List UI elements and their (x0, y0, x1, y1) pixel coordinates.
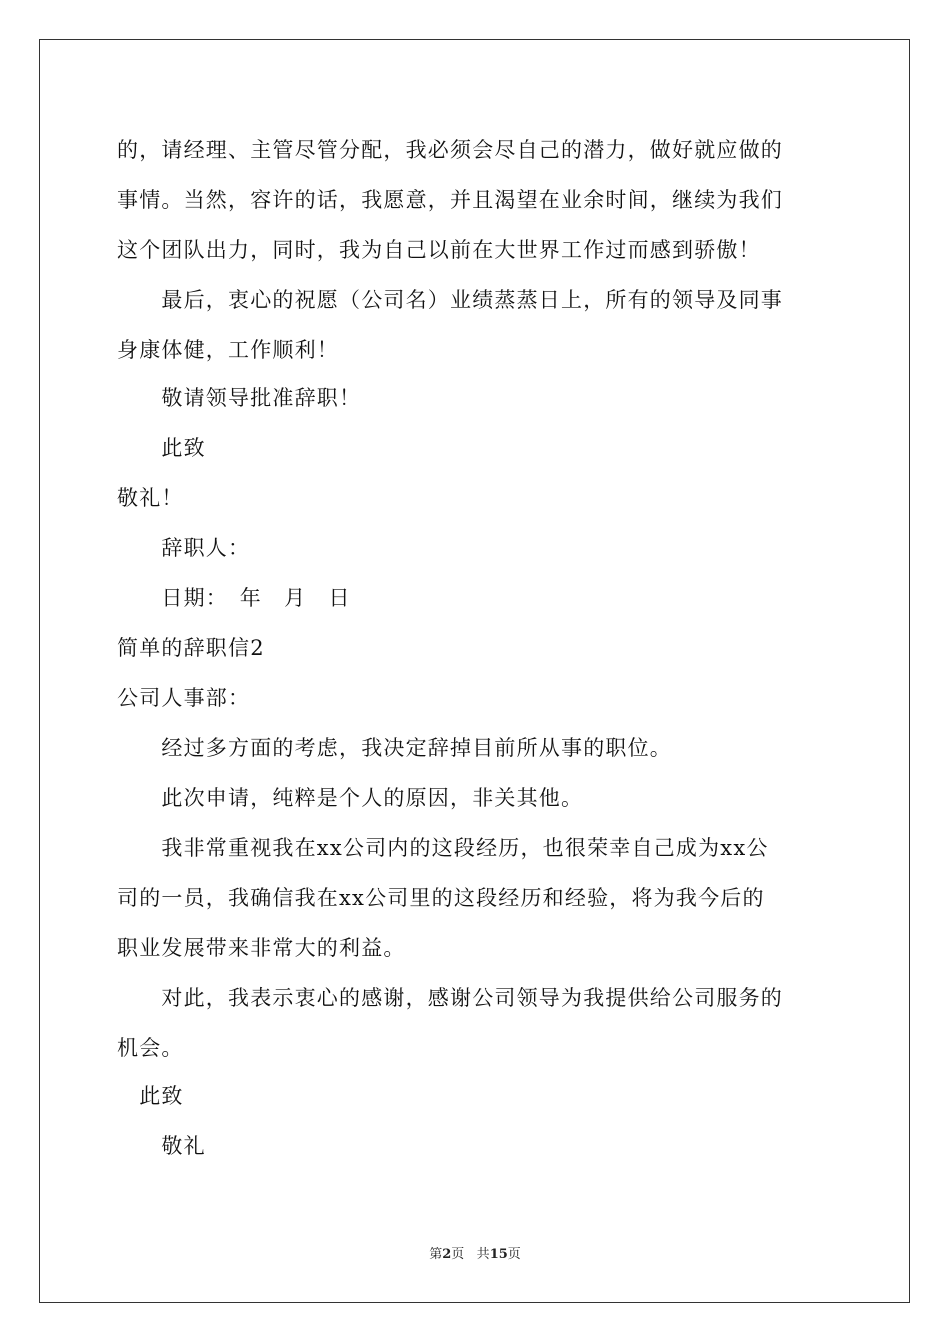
total-suffix: 页 (507, 1247, 521, 1262)
section-title: 简单的辞职信2 (117, 636, 265, 660)
text-line: 司的一员，我确信我在xx公司里的这段经历和经验，将为我今后的 (117, 886, 765, 910)
text-line: 的，请经理、主管尽管分配，我必须会尽自己的潜力，做好就应做的 (117, 138, 783, 162)
signature-line: 辞职人： (117, 536, 251, 560)
date-line: 日期： 年 月 日 (117, 586, 351, 610)
text-line: 对此，我表示衷心的感谢，感谢公司领导为我提供给公司服务的 (117, 986, 783, 1010)
closing-line: 此致 (117, 1084, 184, 1108)
closing-line: 此致 (117, 436, 206, 460)
text-line: 机会。 (117, 1036, 184, 1060)
page-suffix: 页 (451, 1247, 465, 1262)
text-line: 此次申请，纯粹是个人的原因，非关其他。 (117, 786, 584, 810)
text-line: 事情。当然，容许的话，我愿意，并且渴望在业余时间，继续为我们 (117, 188, 783, 212)
text-line: 身康体健，工作顺利！ (117, 338, 339, 362)
text-line: 这个团队出力，同时，我为自己以前在大世界工作过而感到骄傲！ (117, 238, 761, 262)
total-pages: 15 (489, 1247, 508, 1262)
page-border (39, 39, 910, 1303)
salutation-line: 敬礼！ (117, 486, 184, 510)
salutation-line: 敬礼 (117, 1134, 206, 1158)
total-prefix: 共 (476, 1247, 490, 1262)
text-line: 敬请领导批准辞职！ (117, 386, 362, 410)
text-line: 我非常重视我在xx公司内的这段经历，也很荣幸自己成为xx公 (117, 836, 769, 860)
recipient-line: 公司人事部： (117, 686, 251, 710)
text-line: 经过多方面的考虑，我决定辞掉目前所从事的职位。 (117, 736, 672, 760)
text-line: 职业发展带来非常大的利益。 (117, 936, 406, 960)
text-line: 最后，衷心的祝愿（公司名）业绩蒸蒸日上，所有的领导及同事 (117, 288, 783, 312)
page-number: 2 (442, 1247, 452, 1262)
page-prefix: 第 (429, 1247, 443, 1262)
page-footer (0, 1246, 950, 1264)
